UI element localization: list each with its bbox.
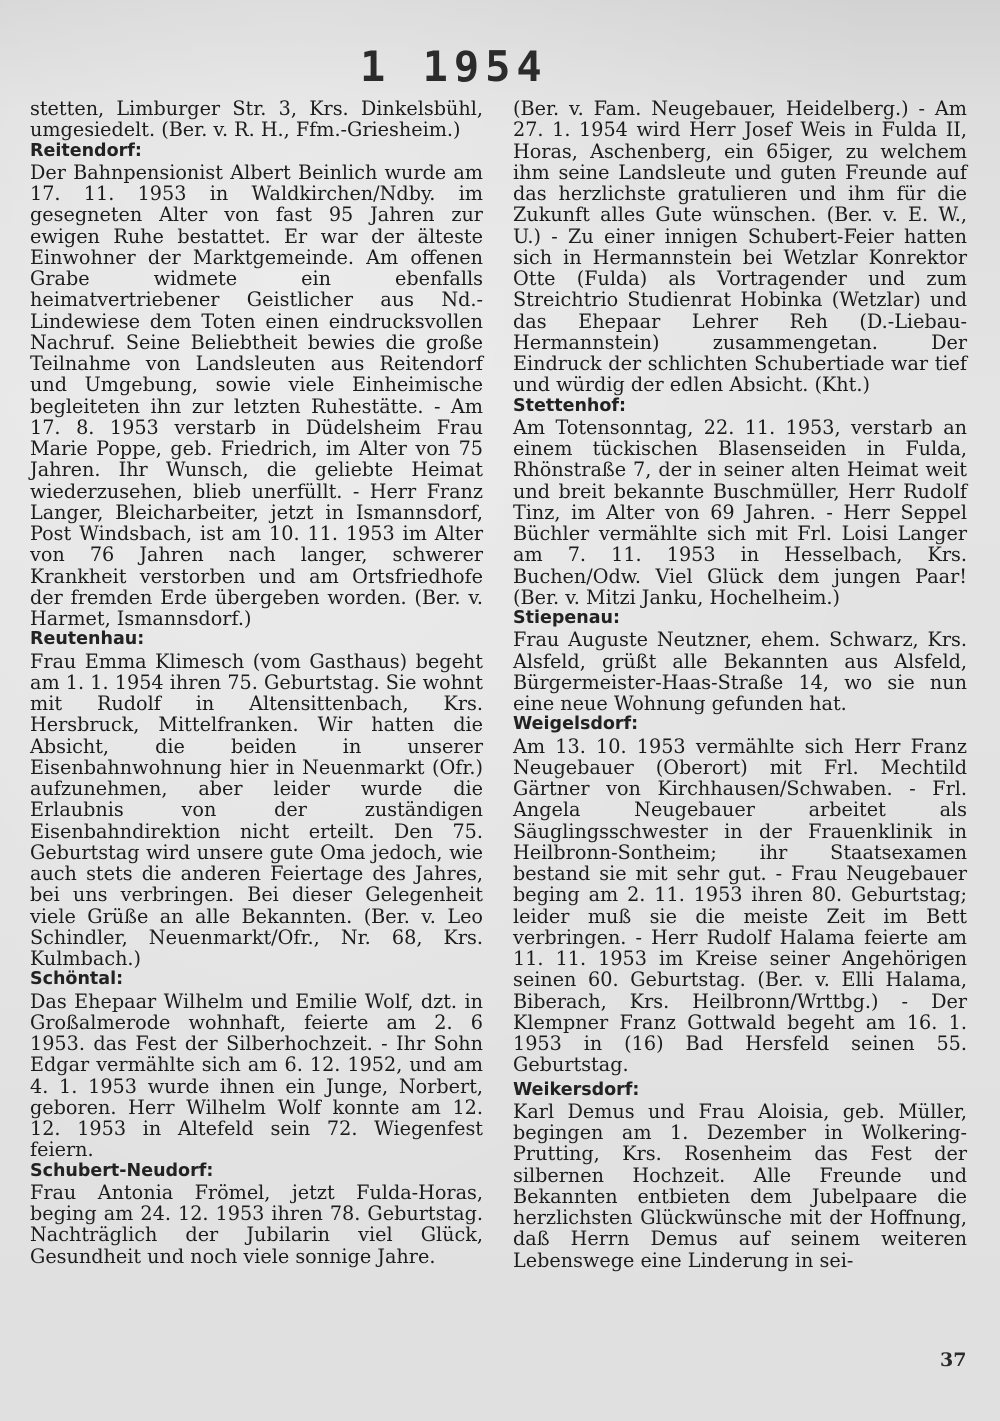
left-column bbox=[30, 98, 483, 1267]
entry-text: Frau Antonia Frömel, jetzt Fulda-Horas, beging am 24. 12. 1953 ihren 78. Geburtstag. Nachträglich der Jubilarin viel Glück, Gesundheit und noch viele sonnige Jahre. bbox=[30, 1180, 483, 1268]
article-entry-reitendorf bbox=[30, 141, 483, 630]
entry-text: Karl Demus und Frau Aloisia, geb. Müller, begingen am 1. Dezember in Wolkering-Prutting, Krs. Rosenheim das Fest der silbernen Hochzeit. Alle Freunde und Bekannten entbieten dem Jubelpaare die herzlichsten Glückwünsche mit der Hoffnung, daß Herrn Demus auf seinem weiteren Lebenswege eine Linderung in sei- bbox=[513, 1099, 967, 1272]
section-title: Stiepenau: bbox=[513, 608, 620, 628]
section-title: Schubert-Neudorf: bbox=[30, 1160, 214, 1181]
header-year: 1 1954 bbox=[360, 42, 548, 91]
article-entry-weigelsdorf bbox=[513, 714, 967, 1075]
entry-text: Frau Emma Klimesch (vom Gasthaus) begeht am 1. 1. 1954 ihren 75. Geburtstag. Sie wohnt mit Rudolf in Altensittenbach, Krs. Hersbruck, Mittelfranken. Wir hatten die Absicht, die beiden in unserer Eisenbahnwohnung hier in Neuenmarkt (Ofr.) aufzunehmen, aber leider wurde die Erlaubnis von der zuständigen Eisenbahndirektion nicht erteilt. Den 75. Geburtstag wird unsere gute Oma jedoch, wie auch stets die anderen Feiertage des Jahres, bei uns verbringen. Bei dieser Gelegenheit viele Grüße an alle Bekannten. (Ber. v. Leo Schindler, Neuenmarkt/Ofr., Nr. 68, Krs. Kulmbach.) bbox=[30, 649, 483, 970]
article-entry-weikersdorf bbox=[513, 1080, 967, 1271]
entry-text: Der Bahnpensionist Albert Beinlich wurde am 17. 11. 1953 in Waldkirchen/Ndby. im gesegneten Alter von fast 95 Jahren zur ewigen Ruhe bestattet. Er war der älteste Einwohner der Marktgemeinde. Am offenen Grabe widmete ein ebenfalls heimatvertriebener Geistlicher aus Nd.-Lindewiese dem Toten einen eindrucksvollen Nachruf. Seine Beliebtheit bewies die große Teilnahme von Landsleuten aus Reitendorf und Umgebung, sowie viele Einheimische begleiteten ihn zur letzten Ruhestätte. - Am 17. 8. 1953 verstarb in Düdelsheim Frau Marie Poppe, geb. Friedrich, im Alter von 75 Jahren. Ihr Wunsch, die geliebte Heimat wiederzusehen, blieb unerfüllt. - Herr Franz Langer, Bleicharbeiter, jetzt in Ismannsdorf, Post Windsbach, ist am 10. 11. 1953 im Alter von 76 Jahren nach langer, schwerer Krankheit verstorben und am Ortsfriedhofe der fremden Erde übergeben worden. (Ber. v. Harmet, Ismannsdorf.) bbox=[30, 160, 483, 630]
entry-text: Das Ehepaar Wilhelm und Emilie Wolf, dzt. in Großalmerode wohnhaft, feierte am 2. 6 1953. das Fest der Silberhochzeit. - Ihr Sohn Edgar vermählte sich am 6. 12. 1952, und am 4. 1. 1953 wurde ihnen ein Junge, Norbert, geboren. Herr Wilhelm Wolf konnte am 12. 12. 1953 in Altefeld sein 72. Wiegenfest feiern. bbox=[30, 989, 483, 1162]
section-title: Schöntal: bbox=[30, 969, 124, 990]
section-title: Stettenhof: bbox=[513, 395, 626, 416]
section-title: Weigelsdorf: bbox=[513, 714, 639, 735]
article-entry-schubert-neudorf bbox=[30, 1161, 483, 1267]
article-entry-reutenhau bbox=[30, 629, 483, 969]
article-entry-stettenhof bbox=[513, 396, 967, 609]
entry-text: (Ber. v. Fam. Neugebauer, Heidelberg.) - Am 27. 1. 1954 wird Herr Josef Weis in Fulda II, Horas, Aschenberg, ein 65iger, zu welchem ihm seine Landsleute und guten Freunde auf das herzlichste gratulieren und ihm für die Zukunft alles Gute wünschen. (Ber. v. E. W., U.) - Zu einer innigen Schubert-Feier hatten sich in Hermannstein bei Wetzlar Konrektor Otte (Fulda) als Vortragender und zum Streichtrio Studienrat Hobinka (Wetzlar) und das Ehepaar Lehrer Reh (D.-Liebau-Hermannstein) zusammengetan. Der Eindruck der schlichten Schubertiade war tief und würdig der edlen Absicht. (Kht.) bbox=[513, 97, 967, 397]
section-title: Weikersdorf: bbox=[513, 1079, 640, 1100]
article-entry bbox=[513, 98, 967, 396]
entry-text: Am 13. 10. 1953 vermählte sich Herr Franz Neugebauer (Oberort) mit Frl. Mechtild Gärtner von Kirchhausen/Schwaben. - Frl. Angela Neugebauer arbeitet als Säuglingsschwester in der Frauenklinik in Heilbronn-Sontheim; ihr Staatsexamen bestand sie mit sehr gut. - Frau Neugebauer beging am 2. 11. 1953 ihren 80. Geburtstag; leider muß sie die meiste Zeit im Bett verbringen. - Herr Rudolf Halama feierte am 11. 11. 1953 im Kreise seiner Angehörigen seinen 60. Geburtstag. (Ber. v. Elli Halama, Biberach, Krs. Heilbronn/Wrttbg.) - Der Klempner Franz Gottwald begeht am 16. 1. 1953 in (16) Bad Hersfeld seinen 55. Geburtstag. bbox=[513, 734, 967, 1077]
article-entry bbox=[30, 98, 483, 141]
article-entry-stiepenau bbox=[513, 608, 967, 714]
entry-text: stetten, Limburger Str. 3, Krs. Dinkelsbühl, umgesiedelt. (Ber. v. R. H., Ffm.-Griesheim.) bbox=[30, 97, 483, 142]
article-entry-schoental bbox=[30, 969, 483, 1160]
entry-text: Am Totensonntag, 22. 11. 1953, verstarb an einem tückischen Blasenseiden in Fulda, Rhönstraße 7, der in seiner alten Heimat weit und breit bekannte Buschmüller, Herr Rudolf Tinz, im Alter von 69 Jahren. - Herr Seppel Büchler vermählte sich mit Frl. Loisi Langer am 7. 11. 1953 in Hesselbach, Krs. Buchen/Odw. Viel Glück dem jungen Paar! (Ber. v. Mitzi Janku, Hochelheim.) bbox=[513, 415, 967, 609]
section-title: Reitendorf: bbox=[30, 140, 142, 161]
page-number: 37 bbox=[940, 1349, 967, 1371]
right-column bbox=[513, 98, 967, 1271]
entry-text: Frau Auguste Neutzner, ehem. Schwarz, Krs. Alsfeld, grüßt alle Bekannten aus Alsfeld, Bürgermeister-Haas-Straße 14, wo sie nun eine neue Wohnung gefunden hat. bbox=[513, 628, 967, 715]
section-title: Reutenhau: bbox=[30, 629, 145, 650]
